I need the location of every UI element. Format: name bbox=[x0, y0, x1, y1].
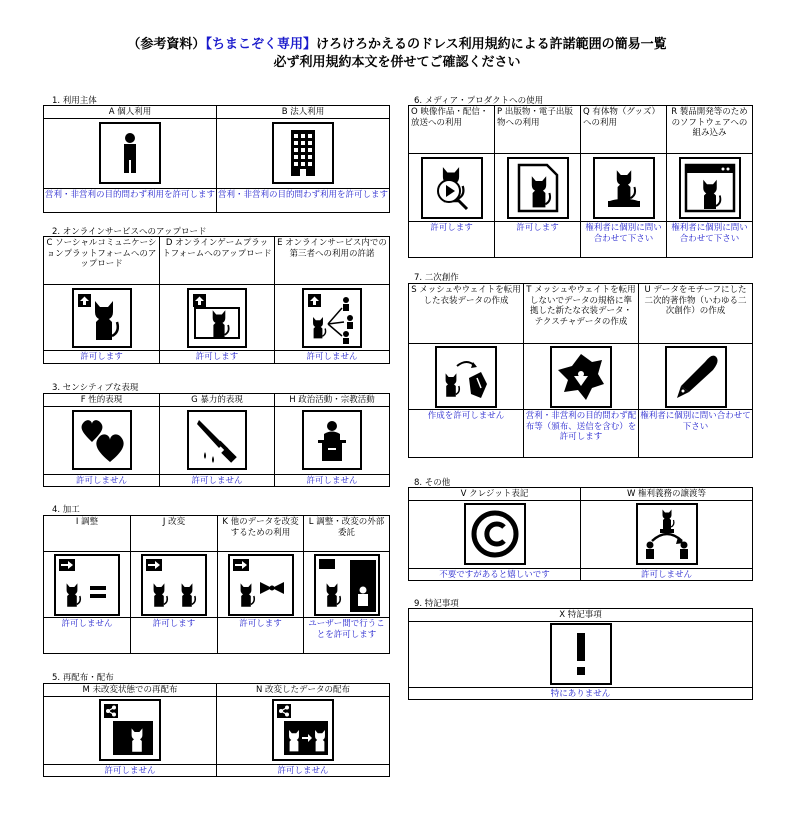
header-x: X 特記事項 bbox=[409, 609, 753, 622]
status-h: 許可しません bbox=[275, 474, 390, 487]
redistribute-icon bbox=[99, 699, 161, 761]
status-v: 不要ですがあると嬉しいです bbox=[409, 568, 581, 581]
header-l: L 調整・改変の外部委託 bbox=[304, 516, 390, 552]
status-r: 権利者に個別に問い合わせて下さい bbox=[667, 222, 753, 258]
section-6-table bbox=[408, 105, 753, 258]
header-o: O 映像作品・配信・放送への利用 bbox=[409, 106, 495, 154]
page-subtitle: 必ず利用規約本文を併せてご確認ください bbox=[273, 55, 521, 70]
status-m: 許可しません bbox=[44, 764, 217, 777]
header-h: H 政治活動・宗教活動 bbox=[275, 394, 390, 407]
new-costume-icon bbox=[550, 346, 612, 408]
section-9-table bbox=[408, 608, 753, 700]
header-b: B 法人利用 bbox=[217, 106, 390, 119]
header-f: F 性的表現 bbox=[44, 394, 160, 407]
building-icon bbox=[272, 122, 334, 184]
status-p: 許可します bbox=[495, 222, 581, 258]
section-8-table bbox=[408, 487, 753, 581]
status-q: 権利者に個別に問い合わせて下さい bbox=[581, 222, 667, 258]
header-r: R 製品開発等のためのソフトウェアへの組み込み bbox=[667, 106, 753, 154]
status-t: 営利・非営利の目的問わず配布等（頒布、送信を含む）を許可します bbox=[524, 410, 639, 458]
section-4-label: 4. 加工 bbox=[52, 505, 80, 515]
exclamation-icon bbox=[550, 623, 612, 685]
section-7-label: 7. 二次創作 bbox=[414, 273, 459, 283]
title-highlight: 【ちまこぞく専用】 bbox=[205, 37, 316, 52]
modify-icon bbox=[141, 554, 207, 616]
outsource-icon bbox=[314, 554, 380, 616]
adjust-icon bbox=[54, 554, 120, 616]
header-v: V クレジット表記 bbox=[409, 488, 581, 501]
software-icon bbox=[679, 157, 741, 219]
knife-icon bbox=[187, 410, 247, 470]
pen-icon bbox=[665, 346, 727, 408]
header-e: E オンラインサービス内での第三者への利用の許諾 bbox=[275, 237, 390, 285]
transfer-icon bbox=[636, 503, 698, 565]
header-j: J 改変 bbox=[131, 516, 218, 552]
section-6-label: 6. メディア・プロダクトへの使用 bbox=[414, 96, 544, 106]
header-s: S メッシュやウェイトを転用した衣装データの作成 bbox=[409, 284, 524, 344]
header-a: A 個人利用 bbox=[44, 106, 217, 119]
status-s: 作成を許可しません bbox=[409, 410, 524, 458]
status-k: 許可します bbox=[218, 618, 304, 654]
header-g: G 暴力的表現 bbox=[160, 394, 275, 407]
header-w: W 権利義務の譲渡等 bbox=[581, 488, 753, 501]
video-icon bbox=[421, 157, 483, 219]
upload-screen-icon bbox=[187, 288, 247, 348]
header-i: I 調整 bbox=[44, 516, 131, 552]
section-9-label: 9. 特記事項 bbox=[414, 599, 459, 609]
header-q: Q 有体物（グッズ）への利用 bbox=[581, 106, 667, 154]
status-d: 許可します bbox=[160, 351, 275, 364]
header-k: K 他のデータを改変するための利用 bbox=[218, 516, 304, 552]
section-1-label: 1. 利用主体 bbox=[52, 96, 97, 106]
section-2-table bbox=[43, 236, 390, 364]
title-prefix: （参考資料） bbox=[127, 37, 206, 52]
header-m: M 未改変状態での再配布 bbox=[44, 684, 217, 697]
upload-share-icon bbox=[302, 288, 362, 348]
section-4-table bbox=[43, 515, 390, 654]
hearts-icon bbox=[72, 410, 132, 470]
status-c: 許可します bbox=[44, 351, 160, 364]
status-w: 許可しません bbox=[581, 568, 753, 581]
header-n: N 改変したデータの配布 bbox=[217, 684, 390, 697]
header-d: D オンラインゲームプラットフォームへのアップロード bbox=[160, 237, 275, 285]
section-7-table bbox=[408, 283, 753, 458]
title-rest: けろけろかえるのドレス利用規約による許諾範囲の簡易一覧 bbox=[315, 37, 667, 52]
distribute-modified-icon bbox=[272, 699, 334, 761]
section-5-table bbox=[43, 683, 390, 777]
copyright-icon bbox=[464, 503, 526, 565]
section-5-label: 5. 再配布・配布 bbox=[52, 673, 114, 683]
page-title bbox=[0, 33, 794, 52]
upload-cat-icon bbox=[72, 288, 132, 348]
podium-icon bbox=[302, 410, 362, 470]
section-3-table bbox=[43, 393, 390, 487]
status-l: ユーザー間で行うことを許可します bbox=[304, 618, 390, 654]
status-f: 許可しません bbox=[44, 474, 160, 487]
status-a: 営利・非営利の目的問わず利用を許可します bbox=[44, 188, 217, 212]
status-e: 許可しません bbox=[275, 351, 390, 364]
status-g: 許可しません bbox=[160, 474, 275, 487]
section-2-label: 2. オンラインサービスへのアップロード bbox=[52, 227, 207, 237]
status-u: 権利者に個別に問い合わせて下さい bbox=[639, 410, 753, 458]
status-i: 許可しません bbox=[44, 618, 131, 654]
section-1-table bbox=[43, 105, 390, 213]
status-x: 特にありません bbox=[409, 687, 753, 700]
header-u: U データをモチーフにした二次的著作物（いわゆる二次創作）の作成 bbox=[639, 284, 753, 344]
header-p: P 出版物・電子出版物への利用 bbox=[495, 106, 581, 154]
goods-icon bbox=[593, 157, 655, 219]
status-b: 営利・非営利の目的問わず利用を許可します bbox=[217, 188, 390, 212]
status-j: 許可します bbox=[131, 618, 218, 654]
status-o: 許可します bbox=[409, 222, 495, 258]
section-8-label: 8. その他 bbox=[414, 478, 451, 488]
header-t: T メッシュやウェイトを転用しないでデータの規格に準拠した新たな衣装データ・テクスチャデータの作成 bbox=[524, 284, 639, 344]
derive-mesh-icon bbox=[435, 346, 497, 408]
publication-icon bbox=[507, 157, 569, 219]
person-icon bbox=[99, 122, 161, 184]
reuse-icon bbox=[228, 554, 294, 616]
header-c: C ソーシャルコミュニケーションプラットフォームへのアップロード bbox=[44, 237, 160, 285]
status-n: 許可しません bbox=[217, 764, 390, 777]
section-3-label: 3. センシティブな表現 bbox=[52, 383, 139, 393]
